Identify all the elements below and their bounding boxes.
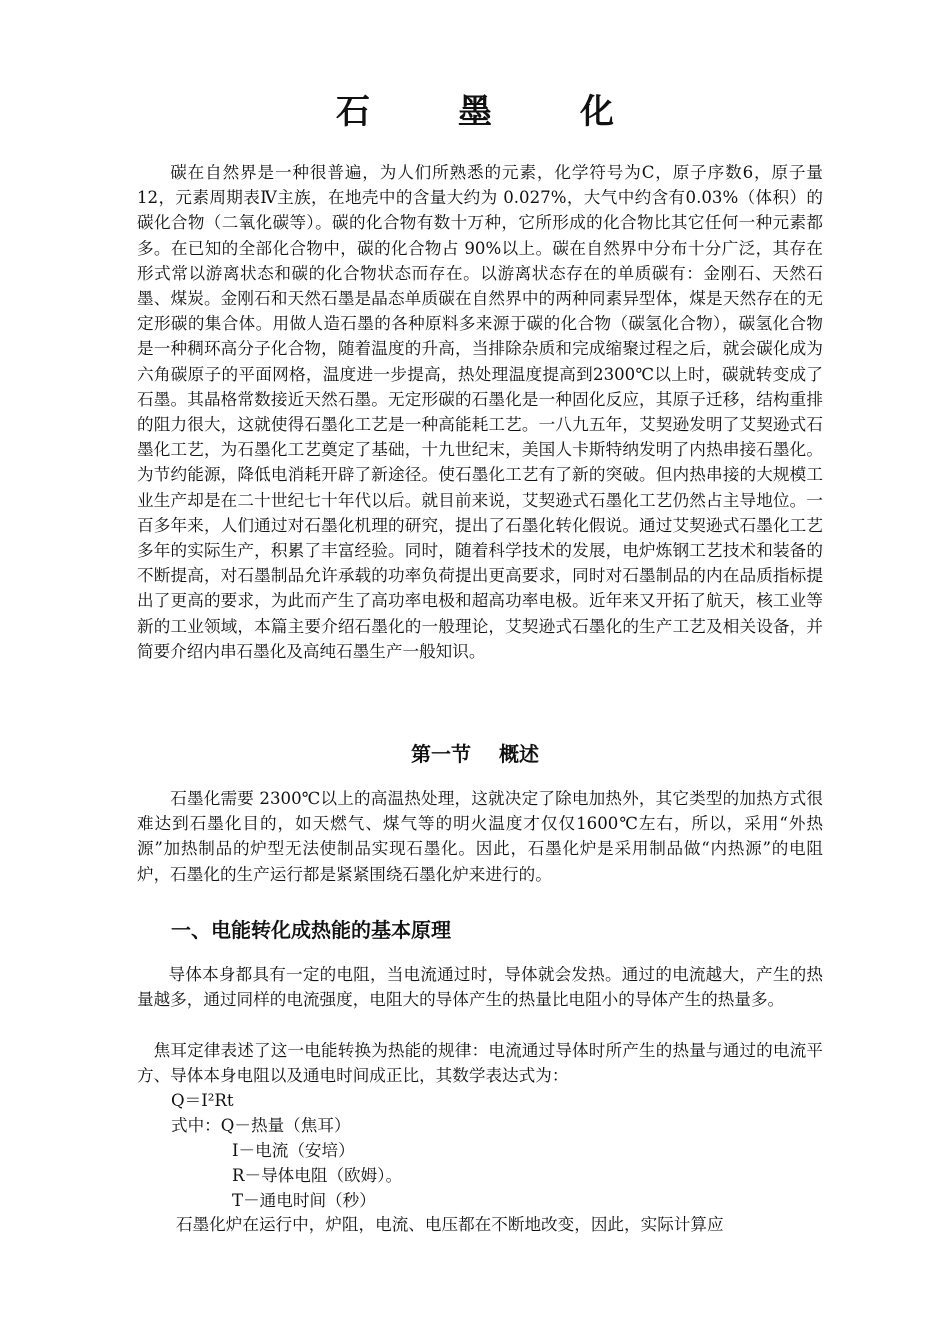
subsection-heading: 一、电能转化成热能的基本原理 xyxy=(171,918,451,942)
where-line-resistance: R－导体电阻（欧姆）。 xyxy=(232,1166,403,1185)
title-char-2: 墨 xyxy=(458,92,492,132)
where-line-heat: 式中：Q－热量（焦耳） xyxy=(171,1116,351,1135)
where-line-time: T－通电时间（秒） xyxy=(232,1191,376,1210)
section-name: 概述 xyxy=(499,742,539,766)
last-paragraph: 石墨化炉在运行中，炉阻，电流、电压都在不断地改变，因此，实际计算应 xyxy=(176,1215,724,1234)
formula: Q＝I²Rt xyxy=(171,1091,234,1110)
page-title xyxy=(0,84,950,133)
where-line-current: I－电流（安培） xyxy=(232,1141,355,1160)
intro-paragraph: 碳在自然界是一种很普遍，为人们所熟悉的元素，化学符号为C，原子序数6，原子量 12，元素周期表Ⅳ主族，在地壳中的含量大约为 0.027%，大气中约含有0.03%（体积）的碳化合物（二氧化碳等）。碳的化合物有数十万种，它所形成的化合物比其它任何一种元素都多。在已知的全部化合物中，碳的化合物占 90%以上。碳在自然界中分布十分广泛，其存在形式常以游离状态和碳的化合物状态而存在。以游离状态存在的单质碳有：金刚石、天然石墨、煤炭。金刚石和天然石墨是晶态单质碳在自然界中的两种同素异型体，煤是天然存在的无定形碳的集合体。用做人造石墨的各种原料多来源于碳的化合物（碳氢化合物），碳氢化合物是一种稠环高分子化合物，随着温度的升高，当排除杂质和完成缩聚过程之后，就会碳化成为六角碳原子的平面网格，温度进一步提高，热处理温度提高到2300℃以上时，碳就转变成了石墨。其晶格常数接近天然石墨。无定形碳的石墨化是一种固化反应，其原子迁移，结构重排的阻力很大，这就使得石墨化工艺是一种高能耗工艺。一八九五年，艾契逊发明了艾契逊式石墨化工艺，为石墨化工艺奠定了基础，十九世纪末，美国人卡斯特纳发明了内热串接石墨化。为节约能源，降低电消耗开辟了新途径。使石墨化工艺有了新的突破。但内热串接的大规模工业生产却是在二十世纪七十年代以后。就目前来说，艾契逊式石墨化工艺仍然占主导地位。一百多年来，人们通过对石墨化机理的研究，提出了石墨化转化假说。通过艾契逊式石墨化工艺多年的实际生产，积累了丰富经验。同时，随着科学技术的发展，电炉炼钢工艺技术和装备的不断提高，对石墨制品允许承载的功率负荷提出更高要求，同时对石墨制品的内在品质指标提出了更高的要求，为此而产生了高功率电极和超高功率电极。近年来又开拓了航天，核工业等新的工业领域，本篇主要介绍石墨化的一般理论，艾契逊式石墨化的生产工艺及相关设备，并简要介绍内串石墨化及高纯石墨生产一般知识。 xyxy=(137,163,823,661)
joule-law-paragraph: 焦耳定律表述了这一电能转换为热能的规律：电流通过导体时所产生的热量与通过的电流平方、导体本身电阻以及通电时间成正比，其数学表达式为： xyxy=(137,1041,823,1086)
title-char-3: 化 xyxy=(580,92,614,132)
conductor-paragraph: 导体本身都具有一定的电阻，当电流通过时，导体就会发热。通过的电流越大，产生的热量越多，通过同样的电流强度，电阻大的导体产生的热量比电阻小的导体产生的热量多。 xyxy=(137,965,823,1010)
section-number: 第一节 xyxy=(411,742,471,766)
section-heading xyxy=(0,738,950,767)
title-char-1: 石 xyxy=(336,92,370,132)
overview-paragraph: 石墨化需要 2300℃以上的高温热处理，这就决定了除电加热外，其它类型的加热方式很难达到石墨化目的，如天燃气、煤气等的明火温度才仅仅1600℃左右，所以，采用“外热源”加热制品的炉型无法使制品实现石墨化。因此，石墨化炉是采用制品做“内热源”的电阻炉，石墨化的生产运行都是紧紧围绕石墨化炉来进行的。 xyxy=(137,789,823,884)
